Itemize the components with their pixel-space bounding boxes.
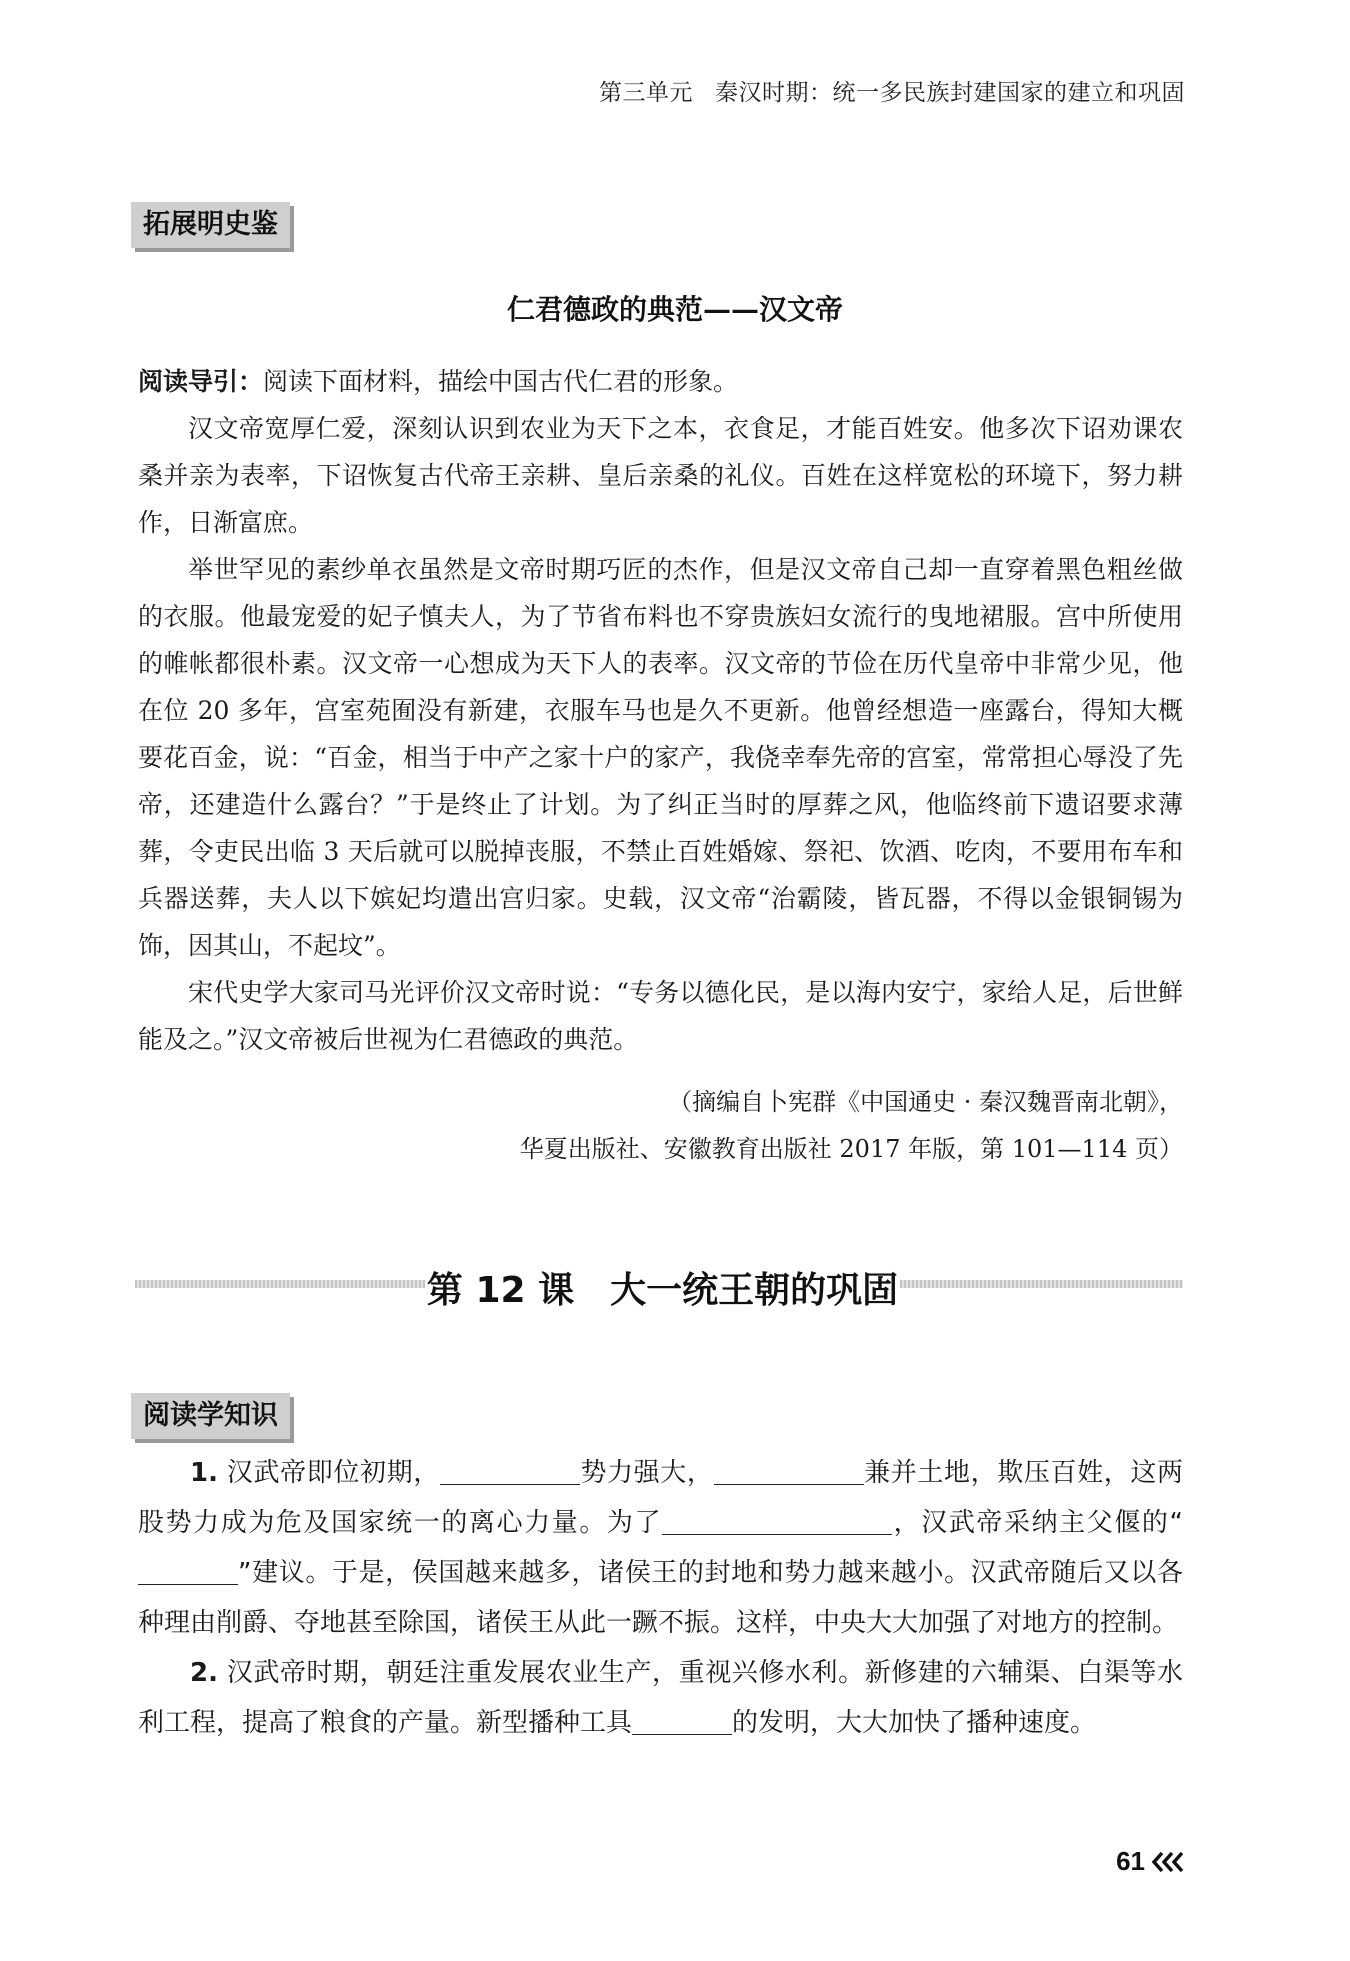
exercise-text: ，汉武帝采纳主父偃的“ xyxy=(892,1508,1183,1538)
page-number xyxy=(1116,1846,1185,1877)
answer-blank[interactable] xyxy=(632,1704,732,1735)
reading-title: 仁君德政的典范——汉文帝 xyxy=(506,293,843,326)
running-head xyxy=(599,74,1185,107)
exercise-text: 势力强大， xyxy=(579,1458,714,1488)
source-citation-line: 华夏出版社、安徽教育出版社 2017 年版，第 101—114 页） xyxy=(519,1135,1183,1163)
page-number-value: 61 xyxy=(1116,1846,1145,1876)
exercise-item xyxy=(138,1448,1183,1648)
running-head-title: 秦汉时期：统一多民族封建国家的建立和巩固 xyxy=(715,79,1185,105)
lesson-name: 大一统王朝的巩固 xyxy=(610,1270,899,1311)
exercise-text: 汉武帝即位初期， xyxy=(226,1458,440,1488)
reading-paragraph: 汉文帝宽厚仁爱，深刻认识到农业为天下之本，衣食足，才能百姓安。他多次下诏劝课农桑并亲为表率，下诏恢复古代帝王亲耕、皇后亲桑的礼仪。百姓在这样宽松的环境下，努力耕作，日渐富庶。 xyxy=(138,414,1183,537)
reading-guide-label: 阅读导引： xyxy=(138,367,264,396)
reading-guide-text: 阅读下面材料，描绘中国古代仁君的形象。 xyxy=(263,367,739,396)
lesson-divider-left xyxy=(135,1280,425,1288)
source-citation xyxy=(520,1079,1183,1173)
reading-guide xyxy=(138,358,1183,405)
answer-blank[interactable] xyxy=(138,1554,238,1585)
lesson-number: 第 12 课 xyxy=(426,1270,575,1311)
running-head-unit: 第三单元 xyxy=(599,79,693,105)
lesson-divider-right xyxy=(900,1280,1183,1288)
exercise-text: 的发明，大大加快了播种速度。 xyxy=(732,1708,1097,1738)
reading-body xyxy=(138,405,1183,1063)
exercise-number: 2. xyxy=(190,1658,218,1688)
answer-blank[interactable] xyxy=(440,1454,580,1485)
exercise-list xyxy=(138,1448,1183,1748)
exercise-text: 汉武帝时期，朝廷注重发展农业生产，重视兴修水利。新修建的六辅渠、白渠等水利工程，提高了粮食的产量。新型播种工具 xyxy=(138,1658,1183,1738)
source-citation-line: （摘编自卜宪群《中国通史 · 秦汉魏晋南北朝》， xyxy=(668,1088,1183,1116)
answer-blank[interactable] xyxy=(714,1454,864,1485)
exercise-number: 1. xyxy=(190,1458,218,1488)
section-badge-extension: 拓展明史鉴 xyxy=(131,202,290,248)
reading-paragraph: 宋代史学大家司马光评价汉文帝时说：“专务以德化民，是以海内安宁，家给人足，后世鲜能及之。”汉文帝被后世视为仁君德政的典范。 xyxy=(138,978,1183,1054)
exercise-item xyxy=(138,1648,1183,1748)
chevron-left-triple-icon xyxy=(1151,1851,1185,1873)
lesson-title xyxy=(425,1262,900,1313)
exercise-text: ”建议。于是，侯国越来越多，诸侯王的封地和势力越来越小。汉武帝随后又以各种理由削爵、夺地甚至除国，诸侯王从此一蹶不振。这样，中央大大加强了对地方的控制。 xyxy=(138,1558,1183,1638)
exercise-text: 兼并土地，欺压百姓，这两股势力成为危及国家统一的离心力量。为了 xyxy=(138,1458,1183,1538)
section-badge-knowledge: 阅读学知识 xyxy=(131,1393,290,1439)
reading-paragraph: 举世罕见的素纱单衣虽然是文帝时期巧匠的杰作，但是汉文帝自己却一直穿着黑色粗丝做的衣服。他最宠爱的妃子慎夫人，为了节省布料也不穿贵族妇女流行的曳地裙服。宫中所使用的帷帐都很朴素。汉文帝一心想成为天下人的表率。汉文帝的节俭在历代皇帝中非常少见，他在位 20 多年，宫室苑囿没有新建，衣服车马也是久不更新。他曾经想造一座露台，得知大概要花百金，说：“百金，相当于中产之家十户的家产，我侥幸奉先帝的宫室，常常担心辱没了先帝，还建造什么露台？”于是终止了计划。为了纠正当时的厚葬之风，他临终前下遗诏要求薄葬，令吏民出临 3 天后就可以脱掉丧服，不禁止百姓婚嫁、祭祀、饮酒、吃肉，不要用布车和兵器送葬，夫人以下嫔妃均遣出宫归家。史载，汉文帝“治霸陵，皆瓦器，不得以金银铜锡为饰，因其山，不起坟”。 xyxy=(138,555,1183,960)
answer-blank[interactable] xyxy=(662,1504,892,1535)
